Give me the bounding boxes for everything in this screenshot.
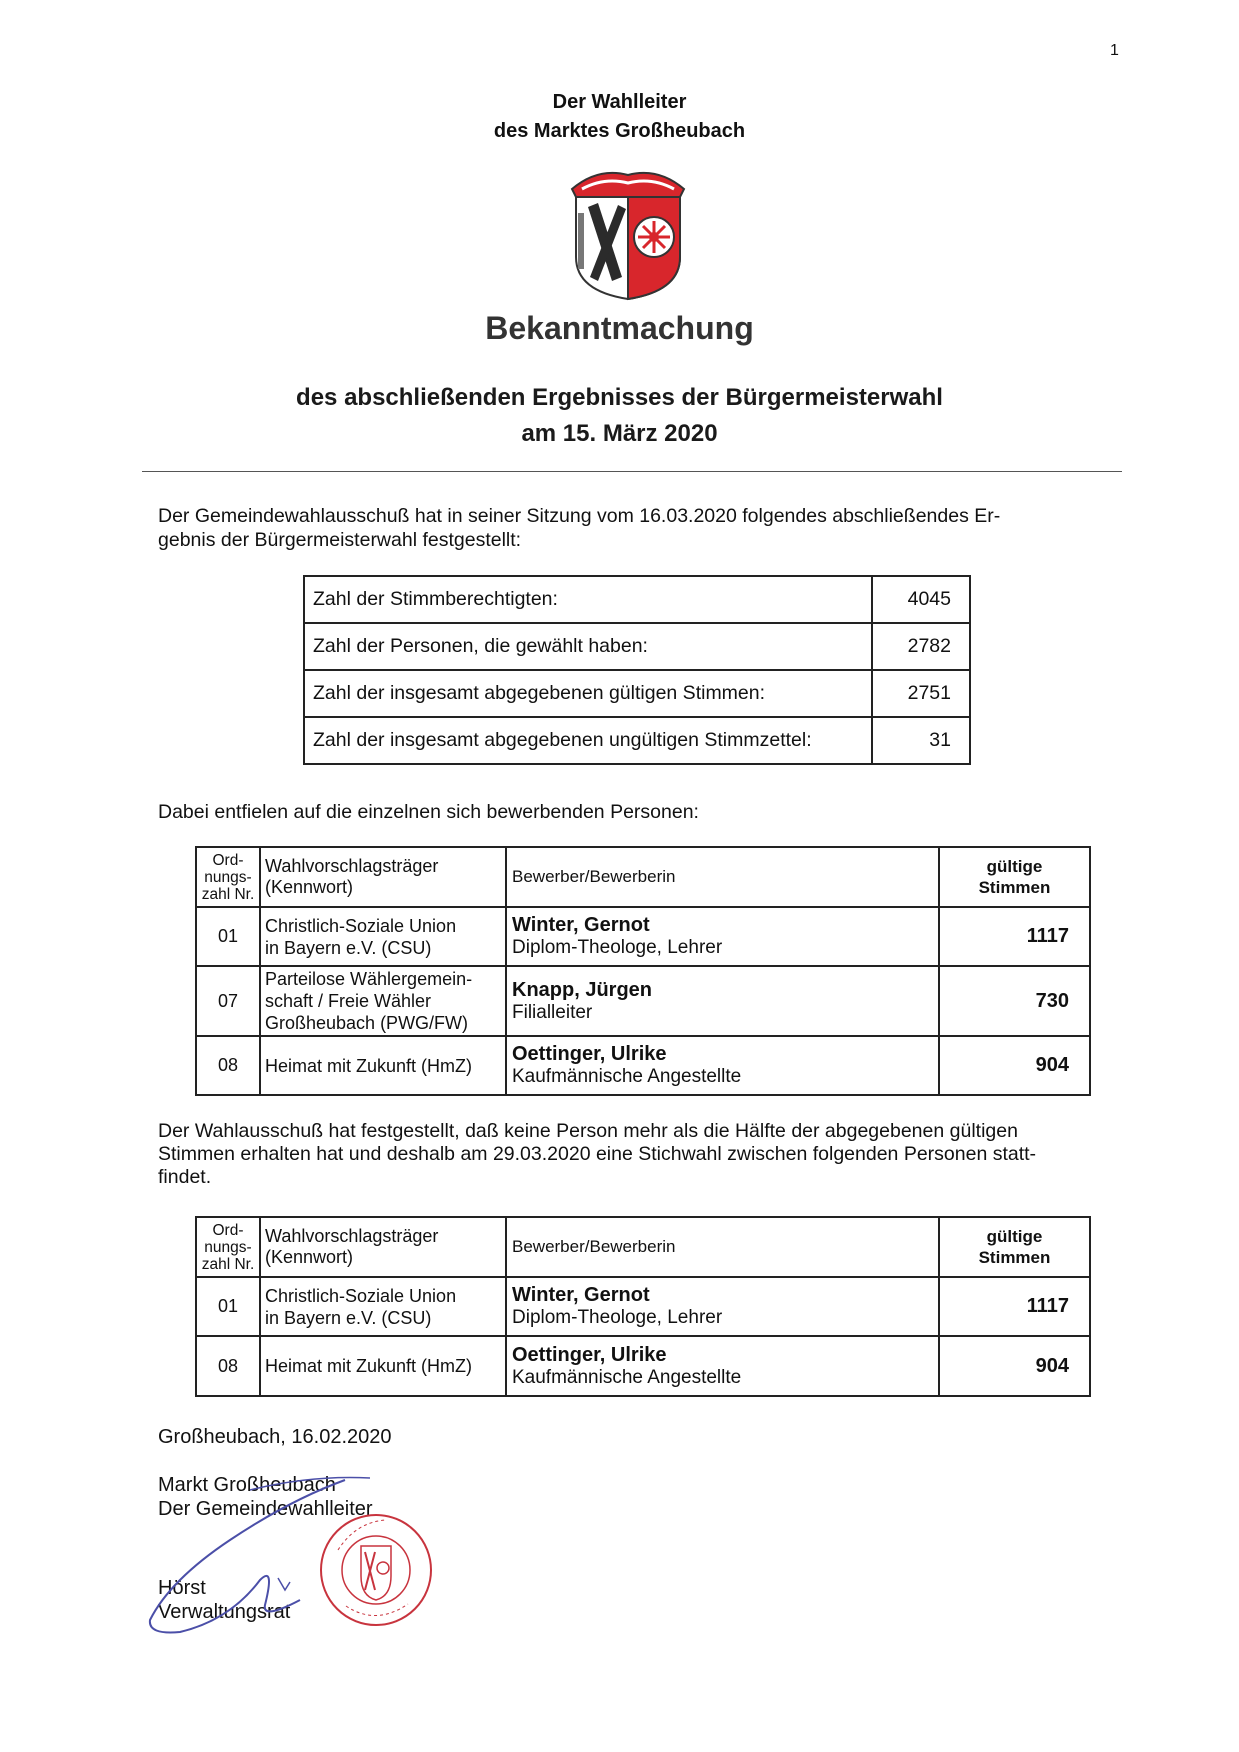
stat-value: 2751 (872, 670, 970, 717)
table-row (196, 966, 1090, 1036)
col-header-nr: Ord- nungs- zahl Nr. (196, 1217, 260, 1277)
col-header-party: Wahlvorschlagsträger (Kennwort) (260, 1217, 506, 1277)
row-party: Parteilose Wählergemein- schaft / Freie Wähler Großheubach (PWG/FW) (260, 966, 506, 1036)
col-header-candidate: Bewerber/Bewerberin (506, 847, 939, 907)
row-votes: 904 (939, 1036, 1090, 1095)
subtitle-line-2: am 15. März 2020 (521, 420, 718, 447)
row-candidate: Knapp, Jürgen Filialleiter (506, 966, 939, 1036)
signature-line-1: Markt Großheubach (158, 1474, 336, 1496)
row-nr: 08 (196, 1036, 260, 1095)
row-nr: 01 (196, 1277, 260, 1336)
table-row (196, 907, 1090, 966)
row-nr: 07 (196, 966, 260, 1036)
stat-row (304, 717, 970, 764)
page-number: 1 (1110, 42, 1119, 59)
col-header-nr: Ord- nungs- zahl Nr. (196, 847, 260, 907)
stat-row (304, 576, 970, 623)
place-date: Großheubach, 16.02.2020 (158, 1426, 392, 1448)
coat-of-arms-icon (568, 165, 688, 301)
runoff-table (195, 1216, 1091, 1397)
stat-value: 31 (872, 717, 970, 764)
row-candidate: Winter, Gernot Diplom-Theologe, Lehrer (506, 907, 939, 966)
results-table (195, 846, 1091, 1096)
col-header-votes: gültige Stimmen (939, 1217, 1090, 1277)
runoff-paragraph (158, 1120, 1108, 1189)
table-row (196, 1277, 1090, 1336)
row-candidate: Oettinger, Ulrike Kaufmännische Angestellte (506, 1336, 939, 1396)
stat-value: 4045 (872, 576, 970, 623)
col-header-votes: gültige Stimmen (939, 847, 1090, 907)
row-party: Christlich-Soziale Union in Bayern e.V. (CSU) (260, 907, 506, 966)
signatory (158, 1576, 290, 1624)
row-nr: 08 (196, 1336, 260, 1396)
stat-row (304, 623, 970, 670)
row-party: Heimat mit Zukunft (HmZ) (260, 1036, 506, 1095)
stat-label: Zahl der Personen, die gewählt haben: (304, 623, 872, 670)
row-votes: 1117 (939, 907, 1090, 966)
col-header-candidate: Bewerber/Bewerberin (506, 1217, 939, 1277)
subtitle-line-1: des abschließenden Ergebnisses der Bürgermeisterwahl (296, 384, 943, 411)
row-votes: 730 (939, 966, 1090, 1036)
row-candidate: Oettinger, Ulrike Kaufmännische Angestellte (506, 1036, 939, 1095)
stat-label: Zahl der insgesamt abgegebenen ungültigen Stimmzettel: (304, 717, 872, 764)
intro-line-2: gebnis der Bürgermeisterwahl festgestellt: (158, 529, 522, 551)
stat-value: 2782 (872, 623, 970, 670)
intro-line-1: Der Gemeindewahlausschuß hat in seiner Sitzung vom 16.03.2020 folgendes abschließendes Er- (158, 505, 1001, 527)
statistics-table (303, 575, 971, 765)
table-row (196, 1036, 1090, 1095)
stat-row (304, 670, 970, 717)
page-subtitle (0, 380, 1239, 452)
row-nr: 01 (196, 907, 260, 966)
stat-label: Zahl der insgesamt abgegebenen gültigen Stimmen: (304, 670, 872, 717)
signatory-name: Hörst (158, 1577, 206, 1599)
intro-paragraph (158, 504, 1108, 552)
signatory-role: Verwaltungsrat (158, 1601, 291, 1623)
issuer-line-1: Der Wahlleiter (552, 91, 687, 113)
row-party: Heimat mit Zukunft (HmZ) (260, 1336, 506, 1396)
official-stamp-icon (316, 1510, 436, 1630)
candidates-intro: Dabei entfielen auf die einzelnen sich bewerbenden Personen: (158, 801, 699, 823)
stat-label: Zahl der Stimmberechtigten: (304, 576, 872, 623)
table-row (196, 1336, 1090, 1396)
page-title: Bekanntmachung (485, 310, 754, 346)
issuer-line-2: des Marktes Großheubach (493, 120, 746, 142)
runoff-line-2: Stimmen erhalten hat und deshalb am 29.03.2020 eine Stichwahl zwischen folgenden Personen statt- (158, 1143, 1037, 1165)
results-header-row (196, 847, 1090, 907)
col-header-party: Wahlvorschlagsträger (Kennwort) (260, 847, 506, 907)
runoff-header-row (196, 1217, 1090, 1277)
row-party: Christlich-Soziale Union in Bayern e.V. (CSU) (260, 1277, 506, 1336)
signature-line-2: Der Gemeindewahlleiter (158, 1498, 373, 1520)
divider (142, 471, 1122, 472)
row-votes: 1117 (939, 1277, 1090, 1336)
runoff-line-3: findet. (158, 1166, 212, 1188)
runoff-line-1: Der Wahlausschuß hat festgestellt, daß keine Person mehr als die Hälfte der abgegebenen gültigen (158, 1120, 1018, 1142)
issuer-header (0, 88, 1239, 146)
row-votes: 904 (939, 1336, 1090, 1396)
row-candidate: Winter, Gernot Diplom-Theologe, Lehrer (506, 1277, 939, 1336)
